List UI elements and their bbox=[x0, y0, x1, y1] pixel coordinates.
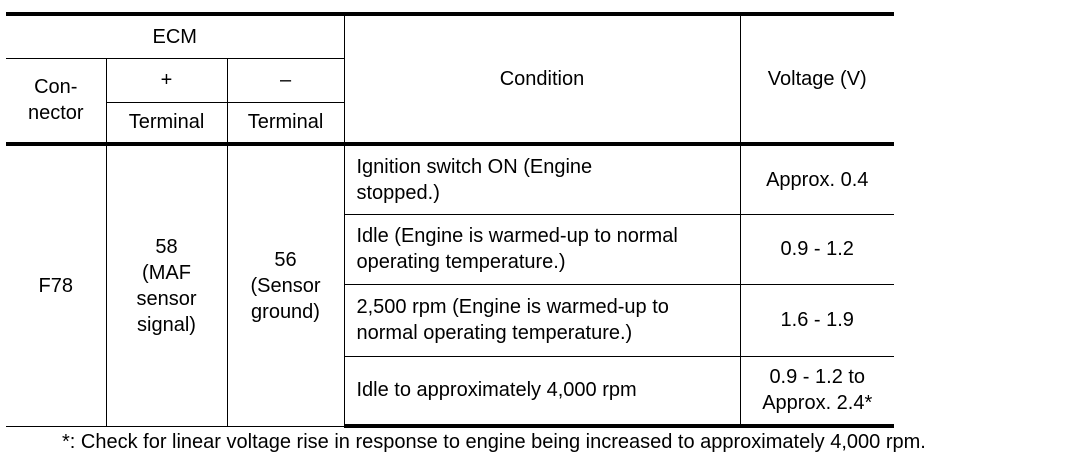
connector-cell: F78 bbox=[6, 144, 106, 426]
plus-terminal-line-1: 58 bbox=[155, 235, 178, 258]
condition-line: operating temperature.) bbox=[356, 251, 566, 273]
connector-header-line-1: Con- bbox=[34, 76, 78, 99]
plus-terminal-header: Terminal bbox=[106, 102, 227, 144]
condition-line: stopped.) bbox=[356, 181, 440, 204]
condition-line: Idle (Engine is warmed-up to normal bbox=[356, 225, 678, 247]
voltage-cell: Approx. 0.4 bbox=[740, 144, 894, 214]
minus-header: – bbox=[227, 58, 344, 102]
voltage-cell bbox=[740, 356, 894, 426]
voltage-header: Voltage (V) bbox=[740, 14, 894, 144]
minus-terminal-line-3: ground) bbox=[251, 300, 320, 323]
condition-line: 2,500 rpm (Engine is warmed-up to bbox=[356, 296, 669, 318]
plus-terminal-line-4: signal) bbox=[137, 313, 196, 336]
minus-terminal-cell bbox=[227, 144, 344, 426]
condition-line: normal operating temperature.) bbox=[356, 322, 633, 344]
voltage-cell: 0.9 - 1.2 bbox=[740, 214, 894, 284]
plus-terminal-line-3: sensor bbox=[136, 287, 197, 310]
condition-cell bbox=[344, 284, 740, 356]
condition-cell bbox=[344, 144, 740, 214]
minus-terminal-line-2: (Sensor bbox=[250, 274, 321, 297]
voltage-spec-table bbox=[6, 12, 894, 428]
minus-terminal-line-1: 56 bbox=[274, 248, 297, 271]
plus-terminal-cell bbox=[106, 144, 227, 426]
condition-cell bbox=[344, 214, 740, 284]
plus-header: + bbox=[106, 58, 227, 102]
plus-terminal-line-2: (MAF bbox=[142, 261, 191, 284]
connector-header-line-2: nector bbox=[27, 102, 84, 125]
footnote: *: Check for linear voltage rise in response to engine being increased to approximately 4,000 rpm. bbox=[62, 431, 926, 453]
voltage-line: Approx. 2.4* bbox=[762, 392, 873, 415]
minus-terminal-header: Terminal bbox=[227, 102, 344, 144]
connector-header bbox=[6, 58, 106, 144]
condition-cell bbox=[344, 356, 740, 426]
voltage-cell: 1.6 - 1.9 bbox=[740, 284, 894, 356]
condition-header: Condition bbox=[344, 14, 740, 144]
ecm-header: ECM bbox=[6, 14, 344, 58]
condition-line: Idle to approximately 4,000 rpm bbox=[356, 379, 637, 402]
voltage-line: 0.9 - 1.2 to bbox=[769, 366, 866, 389]
condition-line: Ignition switch ON (Engine bbox=[356, 155, 593, 178]
